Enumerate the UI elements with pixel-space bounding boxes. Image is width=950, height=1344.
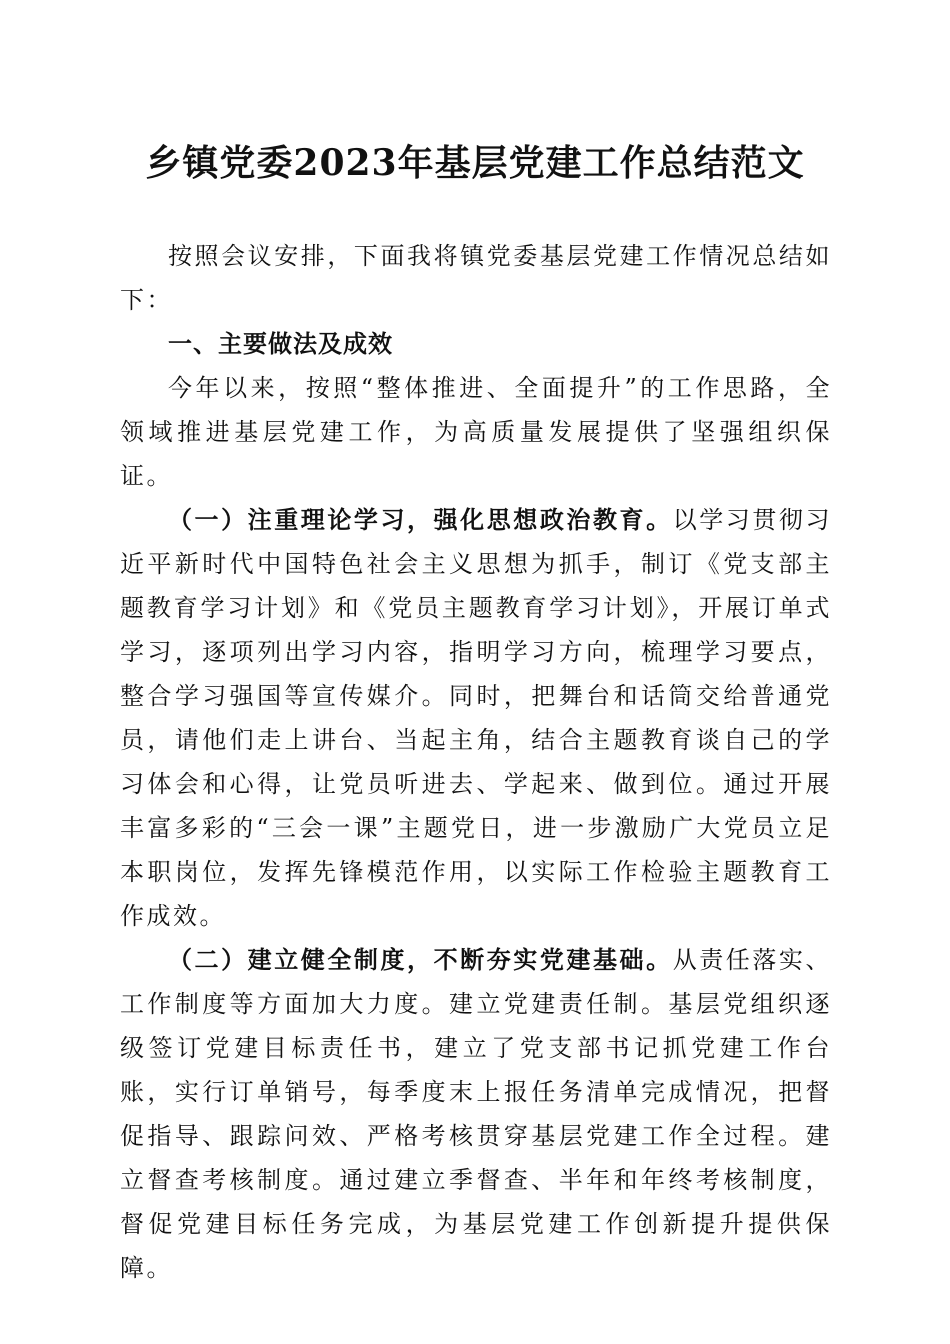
- document-body: [120, 234, 832, 1290]
- intro-paragraph: 按照会议安排，下面我将镇党委基层党建工作情况总结如下：: [120, 242, 832, 314]
- section-paragraph: 今年以来，按照“整体推进、全面提升”的工作思路，全领域推进基层党建工作，为高质量发展提供了坚强组织保证。: [120, 374, 832, 490]
- item-2-text: 从责任落实、工作制度等方面加大力度。建立党建责任制。基层党组织逐级签订党建目标责任书，建立了党支部书记抓党建工作台账，实行订单销号，每季度末上报任务清单完成情况，把督促指导、跟踪问效、严格考核贯穿基层党建工作全过程。建立督查考核制度。通过建立季督查、半年和年终考核制度，督促党建目标任务完成，为基层党建工作创新提升提供保障。: [120, 946, 832, 1282]
- item-1-lead: （一）注重理论学习，强化思想政治教育。: [168, 505, 673, 534]
- item-1-paragraph: [120, 498, 832, 938]
- document-title: 乡镇党委2023年基层党建工作总结范文: [145, 142, 805, 184]
- item-1-text: 以学习贯彻习近平新时代中国特色社会主义思想为抓手，制订《党支部主题教育学习计划》和《党员主题教育学习计划》，开展订单式学习，逐项列出学习内容，指明学习方向，梳理学习要点，整合学习强国等宣传媒介。同时，把舞台和话筒交给普通党员，请他们走上讲台、当起主角，结合主题教育谈自己的学习体会和心得，让党员听进去、学起来、做到位。通过开展丰富多彩的“三会一课”主题党日，进一步激励广大党员立足本职岗位，发挥先锋模范作用，以实际工作检验主题教育工作成效。: [120, 506, 832, 930]
- section-heading: 一、主要做法及成效: [168, 330, 393, 358]
- item-2-lead: （二）建立健全制度，不断夯实党建基础。: [168, 945, 673, 974]
- item-2-paragraph: [120, 938, 832, 1290]
